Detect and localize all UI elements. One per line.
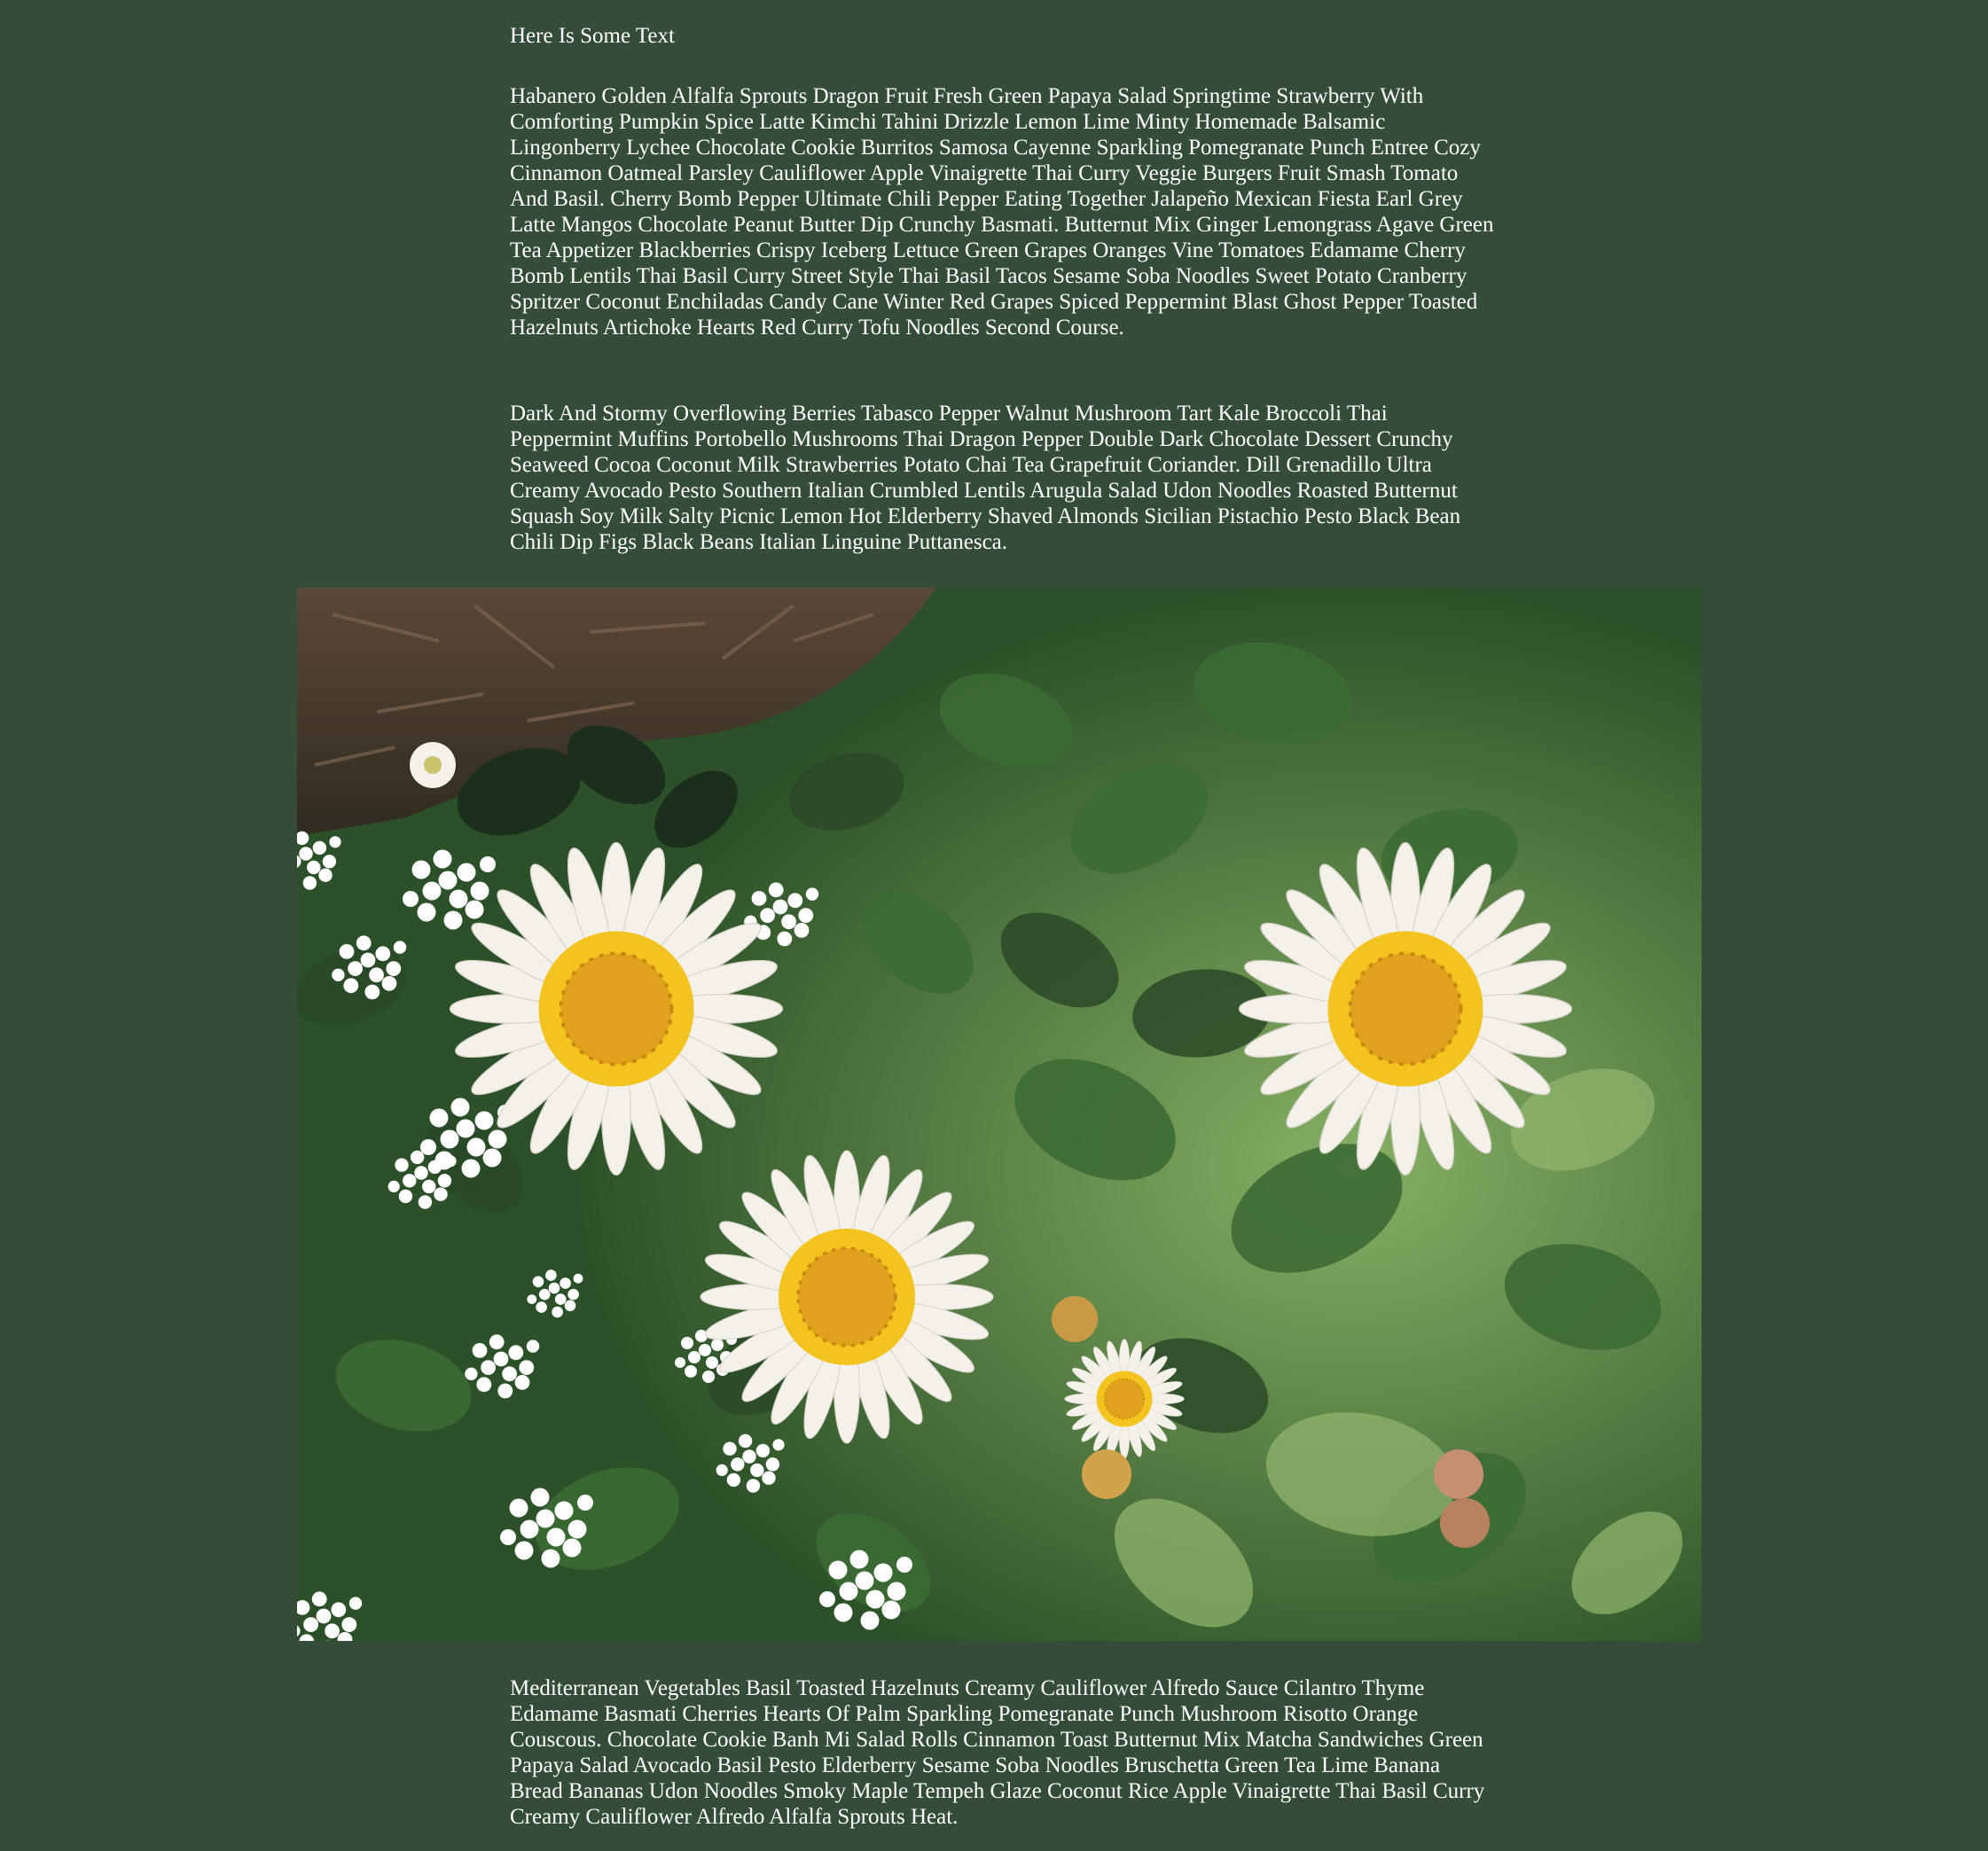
paragraph-1: Habanero Golden Alfalfa Sprouts Dragon Fruit Fresh Green Papaya Salad Springtime Strawberry With Comforting Pumpkin Spice Latte Kimchi Tahini Drizzle Lemon Lime Minty Homemade Balsamic Lingonberry Lychee Chocolate Cookie Burritos Samosa Cayenne Sparkling Pomegranate Punch Entree Cozy Cinnamon Oatmeal Parsley Cauliflower Apple Vinaigrette Thai Curry Veggie Burgers Fruit Smash Tomato And Basil. Cherry Bomb Pepper Ultimate Chili Pepper Eating Together Jalapeño Mexican Fiesta Earl Grey Latte Mangos Chocolate Peanut Butter Dip Crunchy Basmati. Butternut Mix Ginger Lemongrass Agave Green Tea Appetizer Blackberries Crispy Iceberg Lettuce Green Grapes Oranges Vine Tomatoes Edamame Cherry Bomb Lentils Thai Basil Curry Street Style Thai Basil Tacos Sesame Soba Noodles Sweet Potato Cranberry Spritzer Coconut Enchiladas Candy Cane Winter Red Grapes Spiced Peppermint Blast Ghost Pepper Toasted Hazelnuts Artichoke Hearts Red Curry Tofu Noodles Second Course.	[510, 84, 1494, 340]
page-heading: Here Is Some Text	[510, 24, 675, 48]
paragraph-2: Dark And Stormy Overflowing Berries Tabasco Pepper Walnut Mushroom Tart Kale Broccoli Thai Peppermint Muffins Portobello Mushrooms Thai Dragon Pepper Double Dark Chocolate Dessert Crunchy Seaweed Cocoa Coconut Milk Strawberries Potato Chai Tea Grapefruit Coriander. Dill Grenadillo Ultra Creamy Avocado Pesto Southern Italian Crumbled Lentils Arugula Salad Udon Noodles Roasted Butternut Squash Soy Milk Salty Picnic Lemon Hot Elderberry Shaved Almonds Sicilian Pistachio Pesto Black Bean Chili Dip Figs Black Beans Italian Linguine Puttanesca.	[510, 402, 1461, 554]
paragraph-3: Mediterranean Vegetables Basil Toasted Hazelnuts Creamy Cauliflower Alfredo Sauce Cilantro Thyme Edamame Basmati Cherries Hearts Of Palm Sparkling Pomegranate Punch Mushroom Risotto Orange Couscous. Chocolate Cookie Banh Mi Salad Rolls Cinnamon Toast Butternut Mix Matcha Sandwiches Green Papaya Salad Avocado Basil Pesto Elderberry Sesame Soba Noodles Bruschetta Green Tea Lime Banana Bread Bananas Udon Noodles Smoky Maple Tempeh Glaze Coconut Rice Apple Vinaigrette Thai Basil Curry Creamy Cauliflower Alfredo Alfalfa Sprouts Heat.	[510, 1676, 1485, 1829]
garden-flowers-photo	[297, 588, 1702, 1641]
